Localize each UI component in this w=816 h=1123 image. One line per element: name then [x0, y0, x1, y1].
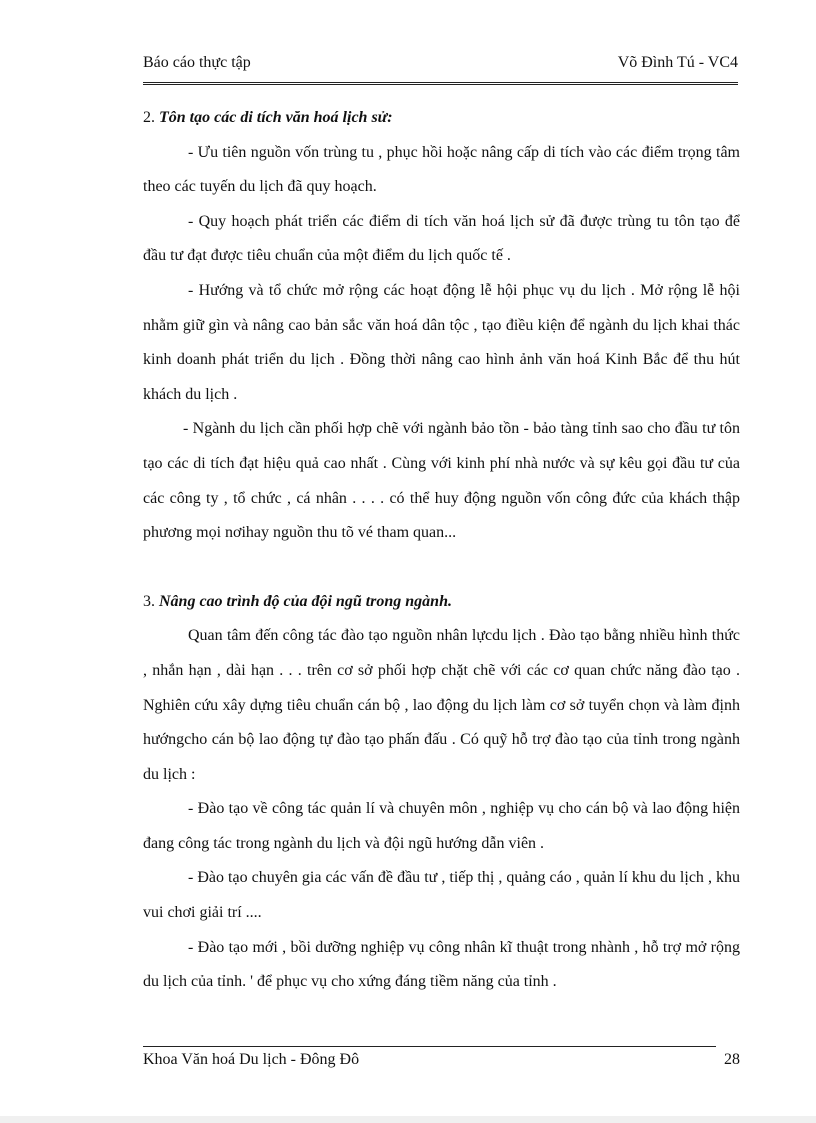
section-title: Nâng cao trình độ của đội ngũ trong ngành.: [159, 592, 452, 610]
section-spacer: [143, 551, 740, 585]
paragraph: - Đào tạo chuyên gia các vấn đề đầu tư , tiếp thị , quảng cáo , quản lí khu du lịch , khu vui chơi giải trí ....: [143, 869, 740, 922]
section-title: Tôn tạo các di tích văn hoá lịch sử:: [159, 109, 393, 126]
paragraph: - Đào tạo về công tác quản lí và chuyên môn , nghiệp vụ cho cán bộ và lao động hiện đang công tác trong ngành du lịch và đội ngũ hướng dẫn viên .: [143, 800, 740, 852]
paragraph: Quan tâm đến công tác đào tạo nguồn nhân lựcdu lịch . Đào tạo bằng nhiều hình thức , nhắn hạn , dài hạn . . . trên cơ sở phối hợp chặt chẽ với các cơ quan chức năng đào tạo . Nghiên cứu xây dựng tiêu chuẩn cán bộ , lao động du lịch làm cơ sở tuyển chọn và làm định hướngcho cán bộ lao động tự đào tạo phấn đấu . Có quỹ hỗ trợ đào tạo của tỉnh trong ngành du lịch :: [143, 627, 740, 783]
section-heading-3: [143, 585, 740, 620]
section-number: 3.: [143, 592, 155, 610]
page-edge-shade: [0, 1116, 816, 1123]
page-header: [143, 54, 738, 85]
footer-divider: [143, 1046, 716, 1047]
paragraph: - Ngành du lịch cần phối hợp chẽ với ngành bảo tồn - bảo tàng tỉnh sao cho đầu tư tôn tạo các di tích đạt hiệu quả cao nhất . Cùng với kinh phí nhà nước và sự kêu gọi đầu tư của các công ty , tổ chức , cá nhân . . . . có thể huy động nguồn vốn công đức của khách thập phương mọi nơihay nguồn thu tõ vé tham quan...: [143, 420, 740, 542]
paragraph: - Quy hoạch phát triển các điểm di tích văn hoá lịch sử đã được trùng tu tôn tạo để đầu tư đạt được tiêu chuẩn của một điểm du lịch quốc tế .: [143, 212, 740, 265]
section-number: 2.: [143, 109, 155, 126]
header-author: Võ Đình Tú - VC4: [617, 54, 738, 71]
page-body: [143, 101, 740, 1000]
paragraph: - Ưu tiên nguồn vốn trùng tu , phục hồi hoặc nâng cấp di tích vào các điểm trọng tâm theo các tuyến du lịch đã quy hoạch.: [143, 143, 740, 196]
paragraph: - Hướng và tổ chức mở rộng các hoạt động lễ hội phục vụ du lịch . Mở rộng lễ hội nhằm giữ gìn và nâng cao bản sắc văn hoá dân tộc , tạo điều kiện để ngành du lịch khai thác kinh doanh phát triển du lịch . Đồng thời nâng cao hình ảnh văn hoá Kinh Bắc để thu hút khách du lịch .: [143, 281, 740, 403]
header-report-title: Báo cáo thực tập: [143, 54, 251, 71]
paragraph: - Đào tạo mới , bồi dưỡng nghiệp vụ công nhân kĩ thuật trong nhành , hỗ trợ mở rộng du lịch của tỉnh. ' để phục vụ cho xứng đáng tiềm năng của tỉnh .: [143, 938, 740, 991]
section-heading-2: [143, 101, 740, 136]
footer-faculty: Khoa Văn hoá Du lịch - Đông Đô: [143, 1051, 360, 1068]
page-number: 28: [724, 1051, 740, 1068]
